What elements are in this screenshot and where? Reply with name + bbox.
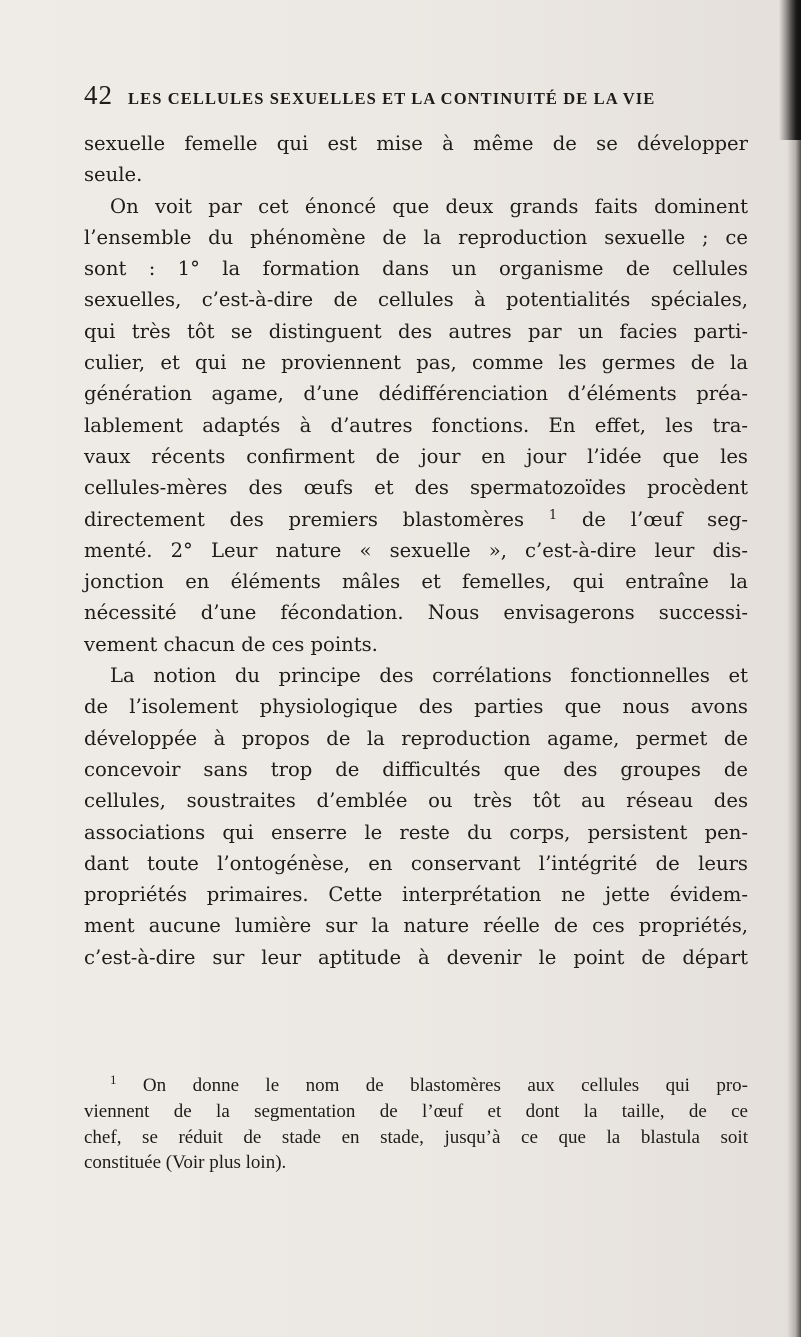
- running-head: [84, 80, 744, 114]
- text-line: qui très tôt se distinguent des autres par un facies parti-: [84, 319, 748, 343]
- text-line: vement chacun de ces points.: [84, 632, 378, 656]
- line-text-before-ref: directement des premiers blastomères: [84, 507, 549, 531]
- text-line: sont : 1° la formation dans un organisme de cellules: [84, 257, 748, 281]
- text-line: ment aucune lumière sur la nature réelle de ces propriétés,: [84, 914, 748, 938]
- footnote-first-line: [84, 1073, 748, 1099]
- paragraph-start-line: La notion du principe des corrélations fonctionnelles et: [110, 664, 748, 688]
- footnote-line: constituée (Voir plus loin).: [84, 1152, 287, 1174]
- text-line: sexuelle femelle qui est mise à même de se développer: [84, 132, 748, 155]
- text-line-with-footnote-ref: [84, 504, 748, 535]
- footnote-line: viennent de la segmentation de l’œuf et dont la taille, de ce: [84, 1100, 748, 1122]
- footnote-reference[interactable]: 1: [548, 507, 558, 523]
- text-line: lablement adaptés à d’autres fonctions. En effet, les tra-: [84, 413, 748, 437]
- body-text: [84, 128, 748, 973]
- text-line: vaux récents confirment de jour en jour l’idée que les: [84, 444, 748, 468]
- page-number: 42: [84, 80, 113, 110]
- footnote: [84, 1073, 748, 1176]
- text-line: associations qui enserre le reste du corps, persistent pen-: [84, 820, 748, 844]
- text-line: de l’isolement physiologique des parties que nous avons: [84, 695, 748, 719]
- text-line: cellules, soustraites d’emblée ou très tôt au réseau des: [84, 789, 748, 813]
- text-line: c’est-à-dire sur leur aptitude à devenir le point de départ: [84, 945, 748, 969]
- footnote-mark: 1: [110, 1072, 117, 1087]
- text-line: génération agame, d’une dédifférenciation d’éléments préa-: [84, 382, 748, 406]
- text-line: cellules-mères des œufs et des spermatozoïdes procèdent: [84, 476, 748, 500]
- text-line: dant toute l’ontogénèse, en conservant l’intégrité de leurs: [84, 851, 748, 875]
- text-line: seule.: [84, 163, 143, 187]
- footnote-text: On donne le nom de blastomères aux cellules qui pro-: [116, 1075, 748, 1096]
- text-line: l’ensemble du phénomène de la reproduction sexuelle ; ce: [84, 225, 748, 249]
- text-line: sexuelles, c’est-à-dire de cellules à potentialités spéciales,: [84, 288, 748, 312]
- text-line: jonction en éléments mâles et femelles, qui entraîne la: [84, 570, 748, 594]
- page-edge-shadow: [787, 0, 801, 1337]
- text-line: concevoir sans trop de difficultés que des groupes de: [84, 757, 748, 781]
- line-text-after-ref: de l’œuf seg-: [557, 507, 748, 531]
- text-line: développée à propos de la reproduction agame, permet de: [84, 726, 748, 750]
- text-line: propriétés primaires. Cette interprétation ne jette évidem-: [84, 883, 748, 907]
- text-line: nécessité d’une fécondation. Nous envisagerons successi-: [84, 601, 748, 625]
- running-title: LES CELLULES SEXUELLES ET LA CONTINUITÉ DE LA VIE: [128, 89, 656, 108]
- page-corner-shadow: [779, 0, 801, 140]
- footnote-line: chef, se réduit de stade en stade, jusqu’à ce que la blastula soit: [84, 1126, 748, 1148]
- text-line: menté. 2° Leur nature « sexuelle », c’est-à-dire leur dis-: [84, 538, 748, 562]
- text-line: culier, et qui ne proviennent pas, comme les germes de la: [84, 351, 748, 375]
- paragraph-start-line: On voit par cet énoncé que deux grands faits dominent: [110, 194, 748, 218]
